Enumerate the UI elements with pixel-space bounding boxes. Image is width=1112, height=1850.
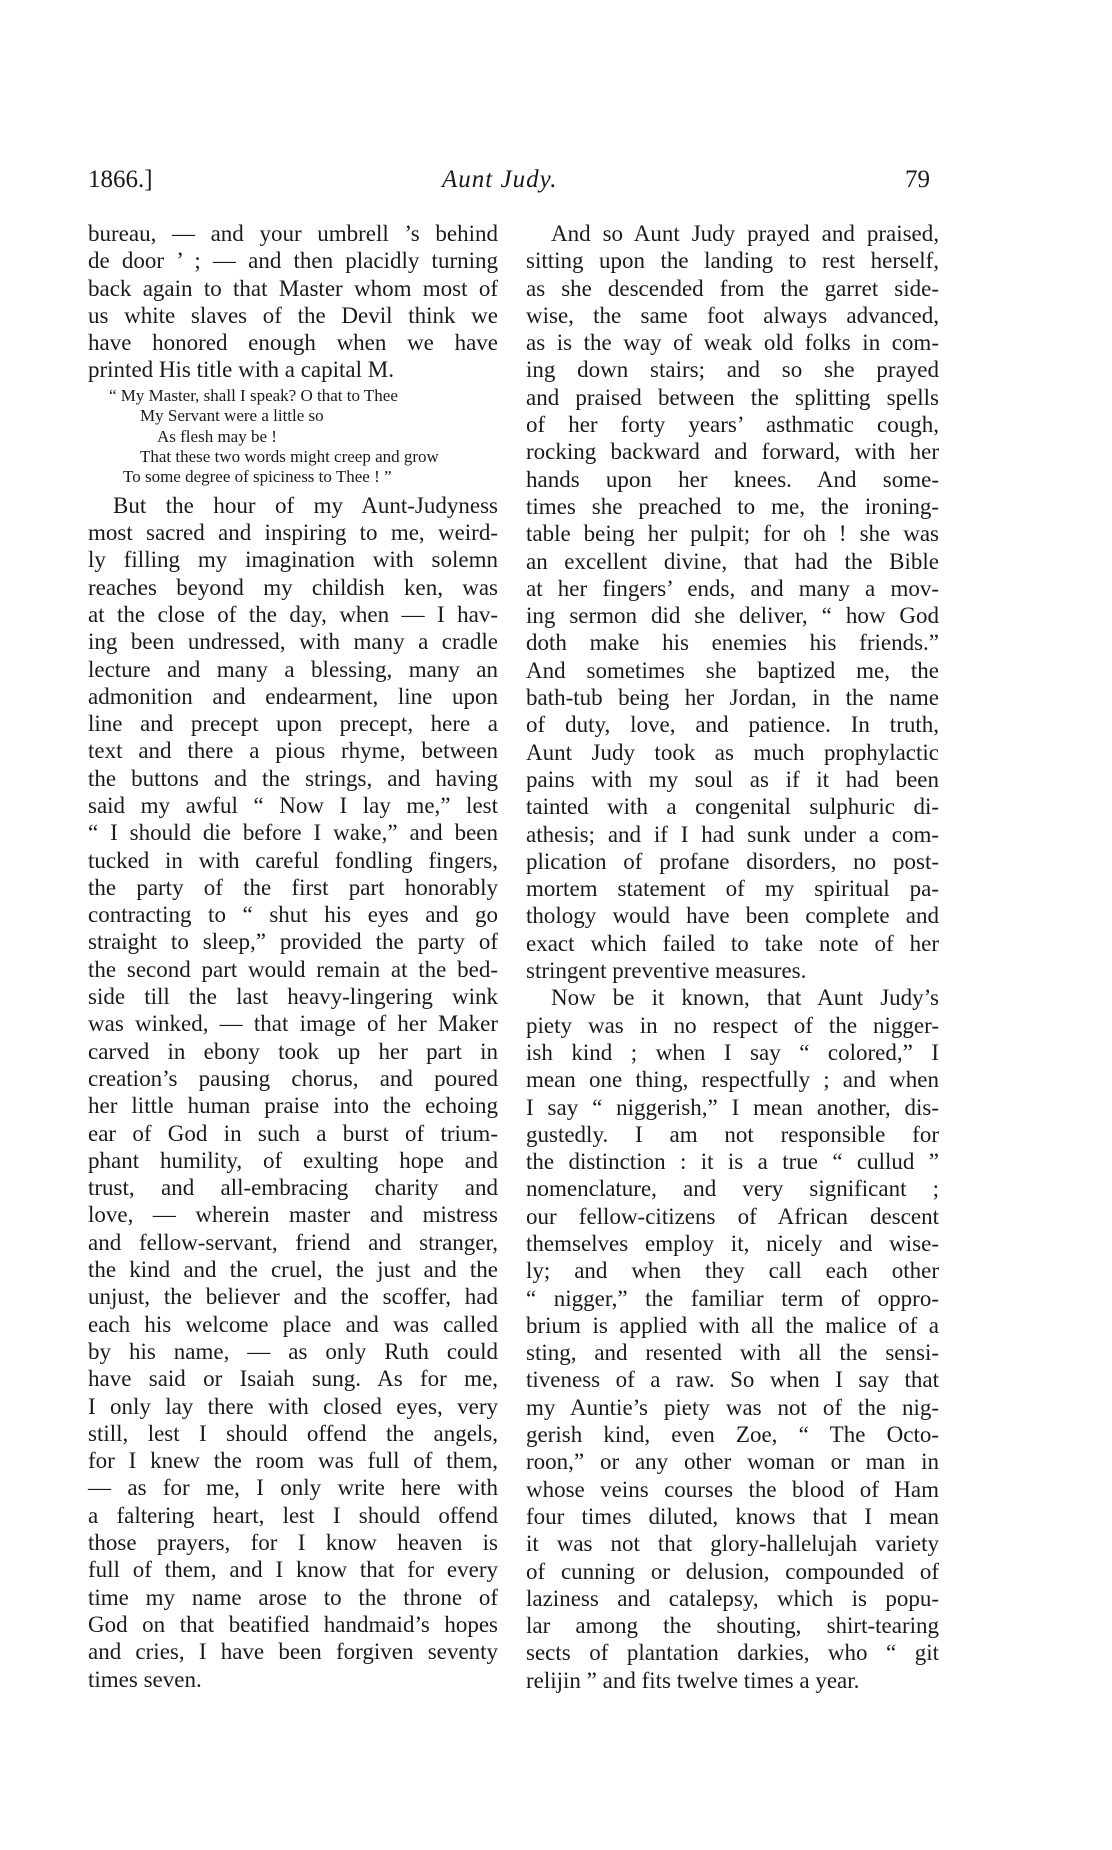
- text-line: have honored enough when we have: [88, 330, 498, 356]
- text-line: printed His title with a capital M.: [88, 357, 394, 383]
- text-line: of her forty years’ asthmatic cough,: [526, 412, 939, 438]
- text-line: tiveness of a raw. So when I say that: [526, 1367, 939, 1393]
- text-line: my Auntie’s piety was not of the nig-: [526, 1394, 939, 1420]
- text-line: creation’s pausing chorus, and poured: [88, 1065, 498, 1091]
- text-line: relijin ” and fits twelve times a year.: [526, 1667, 860, 1693]
- text-line: ly; and when they call each other: [526, 1258, 939, 1284]
- poem-line: “ My Master, shall I speak? O that to Thee: [109, 385, 398, 405]
- text-line: and praised between the splitting spells: [526, 384, 939, 410]
- text-line: the buttons and the strings, and having: [88, 765, 498, 791]
- text-line: tainted with a congenital sulphuric di-: [526, 794, 939, 820]
- text-line: exact which failed to take note of her: [526, 930, 939, 956]
- running-head-title: Aunt Judy.: [442, 166, 558, 193]
- running-head-year: 1866.]: [88, 166, 153, 193]
- page-number: 79: [905, 166, 930, 193]
- text-line: carved in ebony took up her part in: [88, 1038, 498, 1064]
- text-line: mean one thing, respectfully ; and when: [526, 1067, 939, 1093]
- text-line: ear of God in such a burst of trium-: [88, 1120, 498, 1146]
- text-line: at the close of the day, when — I hav-: [88, 601, 498, 627]
- text-line: lecture and many a blessing, many an: [88, 656, 498, 682]
- text-line: us white slaves of the Devil think we: [88, 302, 498, 328]
- text-line: an excellent divine, that had the Bible: [526, 548, 939, 574]
- text-line: straight to sleep,” provided the party of: [88, 929, 498, 955]
- text-line: phant humility, of exulting hope and: [88, 1147, 498, 1173]
- text-line: — as for me, I only write here with: [88, 1475, 498, 1501]
- text-line: pains with my soul as if it had been: [526, 766, 939, 792]
- text-line: Aunt Judy took as much prophylactic: [526, 739, 939, 765]
- paragraph: [88, 220, 498, 384]
- text-line: those prayers, for I know heaven is: [88, 1530, 498, 1556]
- text-line: as she descended from the garret side-: [526, 275, 939, 301]
- text-line: and fellow-servant, friend and stranger,: [88, 1229, 498, 1255]
- text-line: her little human praise into the echoing: [88, 1093, 498, 1119]
- text-line: it was not that glory-hallelujah variety: [526, 1531, 939, 1557]
- text-line: gustedly. I am not responsible for: [526, 1121, 939, 1147]
- text-line: God on that beatified handmaid’s hopes: [88, 1611, 498, 1637]
- text-line: brium is applied with all the malice of a: [526, 1312, 939, 1338]
- text-line: ing been undressed, with many a cradle: [88, 629, 498, 655]
- poem-quote: [88, 386, 498, 488]
- text-line: gerish kind, even Zoe, “ The Octo-: [526, 1422, 939, 1448]
- text-line: said my awful “ Now I lay me,” lest: [88, 793, 498, 818]
- text-line: four times diluted, knows that I mean: [526, 1503, 939, 1529]
- text-line: And sometimes she baptized me, the: [526, 657, 939, 683]
- text-line: laziness and catalepsy, which is popu-: [526, 1585, 939, 1611]
- text-line: table being her pulpit; for oh ! she was: [526, 521, 939, 547]
- text-line: ing sermon did she deliver, “ how God: [526, 603, 939, 629]
- text-line: of cunning or delusion, compounded of: [526, 1558, 939, 1584]
- paragraph: [526, 984, 939, 1694]
- text-line: sitting upon the landing to rest herself,: [526, 248, 939, 274]
- poem-line: To some degree of spiciness to Thee ! ”: [123, 467, 392, 487]
- text-line: ing down stairs; and so she prayed: [526, 357, 939, 383]
- text-line: full of them, and I know that for every: [88, 1557, 498, 1583]
- text-line: mortem statement of my spiritual pa-: [526, 876, 939, 902]
- text-line: love, — wherein master and mistress: [88, 1202, 498, 1228]
- text-line: was winked, — that image of her Maker: [88, 1011, 498, 1037]
- text-line: a faltering heart, lest I should offend: [88, 1502, 498, 1528]
- text-line: reaches beyond my childish ken, was: [88, 574, 498, 600]
- text-line: back again to that Master whom most of: [88, 275, 498, 301]
- text-line: side till the last heavy-lingering wink: [88, 984, 498, 1010]
- text-line: admonition and endearment, line upon: [88, 683, 498, 709]
- text-line: as is the way of weak old folks in com-: [526, 330, 939, 356]
- text-line: the second part would remain at the bed-: [88, 956, 498, 982]
- text-line: our fellow-citizens of African descent: [526, 1203, 939, 1229]
- text-line: the distinction : it is a true “ cullud ”: [526, 1149, 939, 1175]
- text-line: at her fingers’ ends, and many a mov-: [526, 575, 939, 601]
- text-line: doth make his enemies his friends.”: [526, 630, 939, 656]
- paragraph: [526, 220, 939, 984]
- text-line: bath-tub being her Jordan, in the name: [526, 685, 939, 711]
- text-line: I only lay there with closed eyes, very: [88, 1393, 498, 1419]
- text-line: by his name, — as only Ruth could: [88, 1338, 498, 1364]
- text-line: de door ’ ; — and then placidly turning: [88, 248, 498, 274]
- text-line: contracting to “ shut his eyes and go: [88, 902, 498, 928]
- text-line: trust, and all-embracing charity and: [88, 1175, 498, 1201]
- text-line: sting, and resented with all the sensi-: [526, 1340, 939, 1366]
- text-line: text and there a pious rhyme, between: [88, 738, 498, 764]
- text-line: most sacred and inspiring to me, weird-: [88, 520, 498, 546]
- text-line: wise, the same foot always advanced,: [526, 302, 939, 328]
- text-line: plication of profane disorders, no post-: [526, 848, 939, 874]
- text-line: line and precept upon precept, here a: [88, 711, 498, 737]
- text-line: rocking backward and forward, with her: [526, 439, 939, 465]
- text-line: ish kind ; when I say “ colored,” I: [526, 1039, 939, 1065]
- paragraph: [88, 492, 498, 1693]
- text-line: have said or Isaiah sung. As for me,: [88, 1366, 498, 1392]
- left-column: [88, 220, 498, 1693]
- text-line: ly filling my imagination with solemn: [88, 547, 498, 573]
- text-line: roon,” or any other woman or man in: [526, 1449, 939, 1475]
- text-line: the kind and the cruel, the just and the: [88, 1257, 498, 1283]
- text-line: hands upon her knees. And some-: [526, 466, 939, 492]
- text-line: time my name arose to the throne of: [88, 1584, 498, 1610]
- text-line: lar among the shouting, shirt-tearing: [526, 1613, 939, 1639]
- text-line: for I knew the room was full of them,: [88, 1448, 498, 1474]
- right-column: [526, 220, 939, 1694]
- poem-line: That these two words might creep and grow: [140, 446, 439, 466]
- text-line: whose veins courses the blood of Ham: [526, 1476, 939, 1502]
- text-line: the party of the first part honorably: [88, 874, 498, 900]
- text-line: “ I should die before I wake,” and been: [88, 820, 498, 846]
- text-line: of duty, love, and patience. In truth,: [526, 712, 939, 738]
- text-line: And so Aunt Judy prayed and praised,: [551, 221, 939, 246]
- text-line: times seven.: [88, 1666, 202, 1692]
- poem-line: My Servant were a little so: [140, 406, 324, 426]
- text-line: unjust, the believer and the scoffer, had: [88, 1284, 498, 1310]
- text-line: each his welcome place and was called: [88, 1311, 498, 1337]
- text-line: thology would have been complete and: [526, 903, 939, 929]
- text-line: themselves employ it, nicely and wise-: [526, 1230, 939, 1256]
- text-line: tucked in with careful fondling fingers,: [88, 847, 498, 873]
- text-line: piety was in no respect of the nigger-: [526, 1012, 939, 1038]
- text-line: I say “ niggerish,” I mean another, dis-: [526, 1094, 939, 1120]
- text-line: and cries, I have been forgiven seventy: [88, 1639, 498, 1665]
- poem-line: As flesh may be !: [157, 426, 277, 446]
- text-line: athesis; and if I had sunk under a com-: [526, 821, 939, 847]
- text-line: still, lest I should offend the angels,: [88, 1420, 498, 1446]
- text-line: sects of plantation darkies, who “ git: [526, 1640, 939, 1666]
- text-line: nomenclature, and very significant ;: [526, 1176, 939, 1202]
- text-line: Now be it known, that Aunt Judy’s: [551, 985, 939, 1011]
- text-line: times she preached to me, the ironing-: [526, 493, 939, 519]
- text-line: bureau, — and your umbrell ’s behind: [88, 221, 498, 246]
- text-line: stringent preventive measures.: [526, 958, 807, 984]
- text-line: “ nigger,” the familiar term of oppro-: [526, 1285, 939, 1311]
- text-line: But the hour of my Aunt-Judyness: [113, 492, 498, 518]
